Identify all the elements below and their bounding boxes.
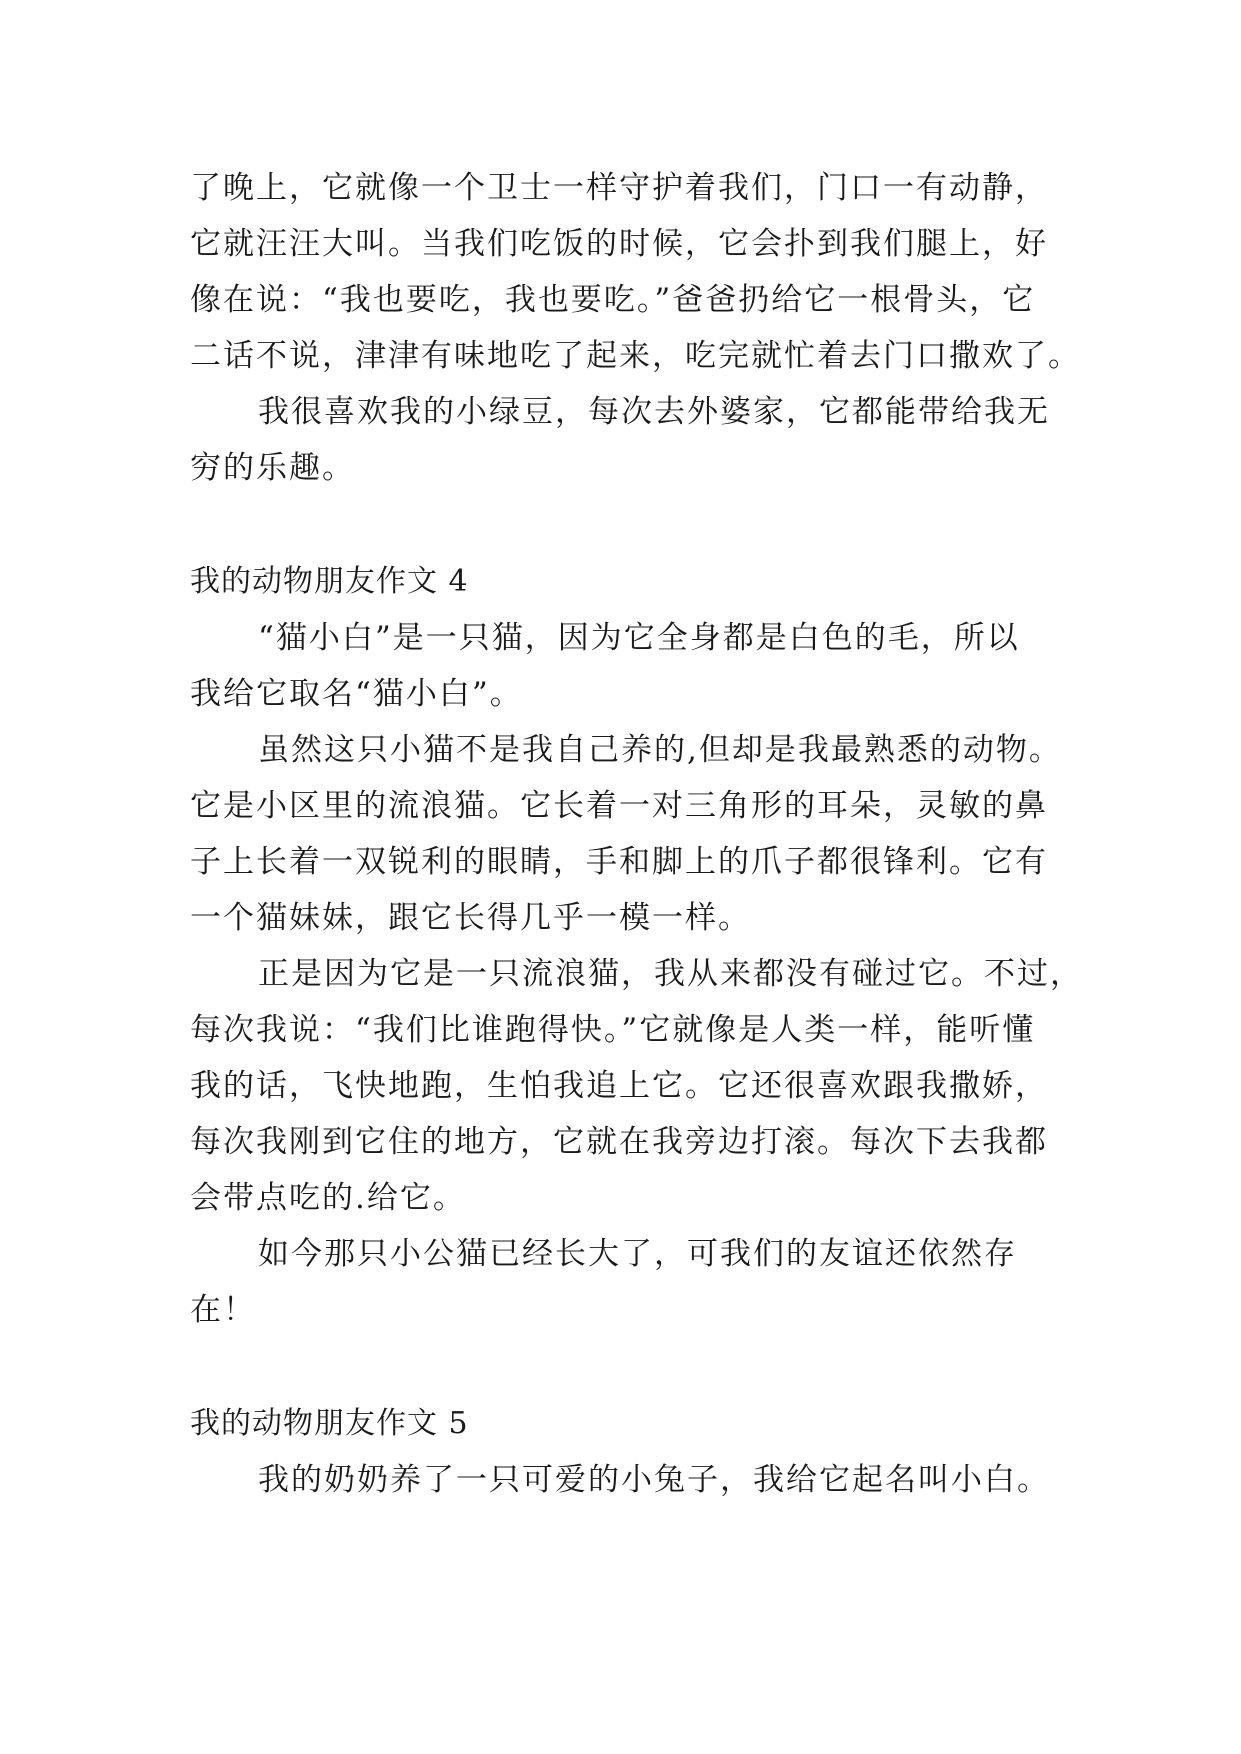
- paragraph-line: 子上长着一双锐利的眼睛，手和脚上的爪子都很锋利。它有: [190, 844, 1048, 880]
- paragraph-line: 像在说：“我也要吃，我也要吃。”爸爸扔给它一根骨头，它: [190, 282, 1036, 318]
- paragraph-line: 如今那只小公猫已经长大了，可我们的友谊还依然存: [258, 1236, 1017, 1272]
- paragraph-line: 它就汪汪大叫。当我们吃饭的时候，它会扑到我们腿上，好: [190, 226, 1048, 262]
- section-gap: [190, 1338, 1060, 1396]
- paragraph-line: 正是因为它是一只流浪猫，我从来都没有碰过它。不过，: [258, 956, 1083, 992]
- paragraph-line: 会带点吃的.给它。: [190, 1180, 466, 1216]
- paragraph-line: 虽然这只小猫不是我自己养的,但却是我最熟悉的动物。: [258, 732, 1062, 768]
- paragraph-line: 了晚上，它就像一个卫士一样守护着我们，门口一有动静，: [190, 170, 1048, 206]
- paragraph-line: 我给它取名“猫小白”。: [190, 676, 523, 712]
- section-title-5: 我的动物朋友作文 5: [190, 1406, 469, 1441]
- paragraph-line: 穷的乐趣。: [190, 450, 355, 486]
- paragraph-line: 它是小区里的流浪猫。它长着一对三角形的耳朵，灵敏的鼻: [190, 788, 1048, 824]
- paragraph-line: 每次我刚到它住的地方，它就在我旁边打滚。每次下去我都: [190, 1124, 1048, 1160]
- document-page: [190, 160, 1083, 1508]
- paragraph-line: 我很喜欢我的小绿豆，每次去外婆家，它都能带给我无: [258, 394, 1050, 430]
- section-gap: [190, 496, 1060, 554]
- paragraph-line: 每次我说：“我们比谁跑得快。”它就像是人类一样，能听懂: [190, 1012, 1036, 1048]
- paragraph-line: 我的话，飞快地跑，生怕我追上它。它还很喜欢跟我撒娇，: [190, 1068, 1048, 1104]
- section-title-4: 我的动物朋友作文 4: [190, 564, 469, 599]
- paragraph-line: 在！: [190, 1292, 256, 1328]
- paragraph-line: 我的奶奶养了一只可爱的小兔子，我给它起名叫小白。: [258, 1462, 1050, 1498]
- paragraph-line: “猫小白”是一只猫，因为它全身都是白色的毛，所以: [258, 620, 1020, 656]
- paragraph-line: 一个猫妹妹，跟它长得几乎一模一样。: [190, 900, 751, 936]
- paragraph-line: 二话不说，津津有味地吃了起来，吃完就忙着去门口撒欢了。: [190, 338, 1081, 374]
